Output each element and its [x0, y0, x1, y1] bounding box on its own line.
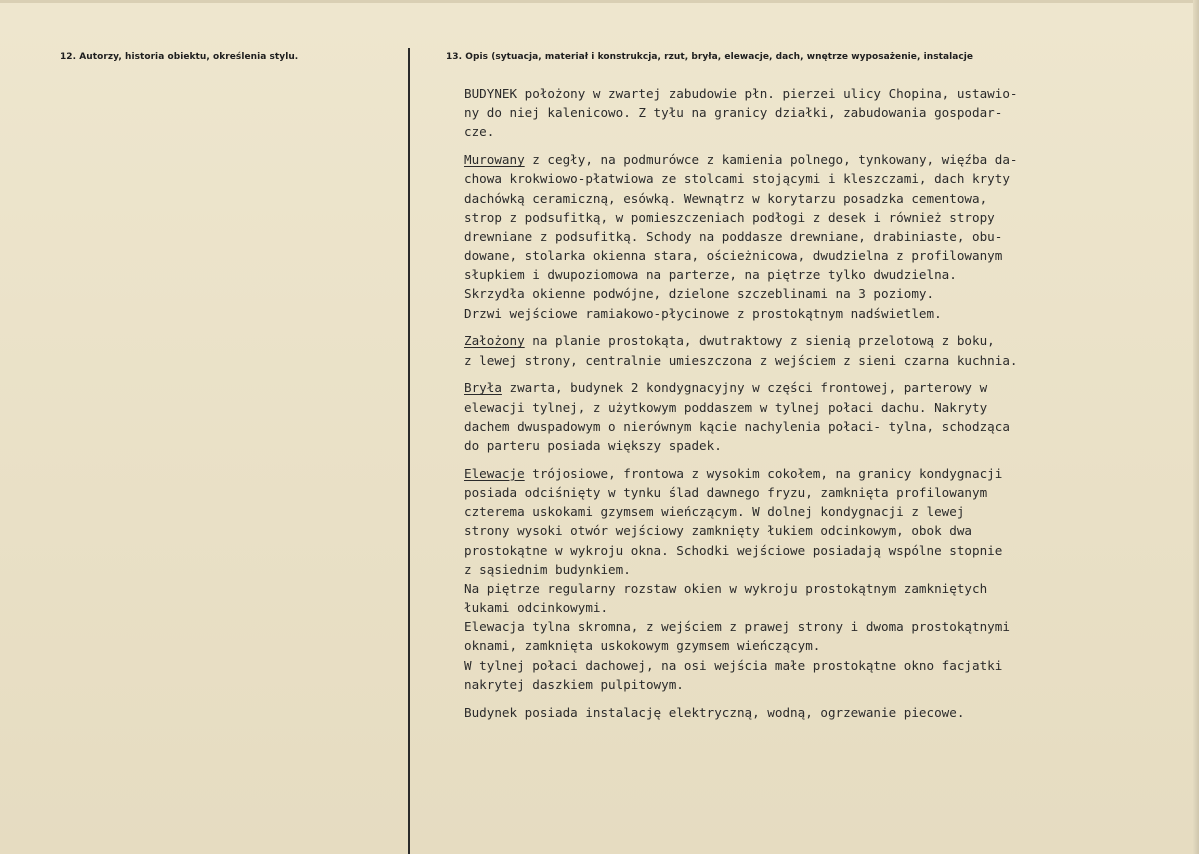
line-text: cze.: [464, 124, 495, 140]
line-text: elewacji tylnej, z użytkowym poddaszem w tylnej połaci dachu. Nakryty: [464, 399, 988, 415]
text-line: [464, 265, 1184, 284]
line-text: z sąsiednim budynkiem.: [464, 561, 631, 577]
line-text: strop z podsufitką, w pomieszczeniach podłogi z desek i również stropy: [464, 209, 995, 225]
line-text: czterema uskokami gzymsem wieńczącym. W dolnej kondygnacji z lewej: [464, 504, 965, 520]
text-line: [464, 483, 1184, 502]
line-text: dowane, stolarka okienna stara, ościeżnicowa, dwudzielna z profilowanym: [464, 248, 1003, 264]
text-line: [464, 598, 1184, 617]
text-line: [464, 617, 1184, 636]
line-text: trójosiowe, frontowa z wysokim cokołem, na granicy kondygnacji: [524, 465, 1003, 481]
text-line: [464, 284, 1184, 303]
text-line: [464, 560, 1184, 579]
text-line: [464, 521, 1184, 540]
line-text: dachem dwuspadowym o nierównym kącie nachylenia połaci- tylna, schodząca: [464, 418, 1010, 434]
line-text: W tylnej połaci dachowej, na osi wejścia małe prostokątne okno facjatki: [464, 657, 1003, 673]
line-text: BUDYNEK położony w zwartej zabudowie płn. pierzei ulicy Chopina, ustawio-: [464, 86, 1018, 101]
text-line: [464, 189, 1184, 208]
line-text: na planie prostokąta, dwutraktowy z sienią przelotową z boku,: [524, 333, 995, 349]
line-text: nakrytej daszkiem pulpitowym.: [464, 676, 684, 692]
paragraph: [464, 150, 1184, 323]
text-line: [464, 122, 1184, 141]
line-text: dachówką ceramiczną, esówką. Wewnątrz w korytarzu posadzka cementowa,: [464, 190, 988, 206]
line-text: prostokątne w wykroju okna. Schodki wejściowe posiadają wspólne stopnie: [464, 542, 1003, 558]
line-text: strony wysoki otwór wejściowy zamknięty łukiem odcinkowym, obok dwa: [464, 523, 972, 539]
text-line: [464, 331, 1184, 350]
underlined-keyword: Założony: [464, 333, 525, 349]
line-text: Na piętrze regularny rozstaw okien w wykroju prostokątnym zamkniętych: [464, 580, 988, 596]
text-line: [464, 436, 1184, 455]
text-line: [464, 703, 1184, 722]
underlined-keyword: Bryła: [464, 380, 502, 396]
text-line: [464, 579, 1184, 598]
text-line: [464, 378, 1184, 397]
text-line: [464, 675, 1184, 694]
section-12-header: 12. Autorzy, historia obiektu, określenia stylu.: [60, 52, 299, 62]
line-text: łukami odcinkowymi.: [464, 600, 609, 616]
line-text: Elewacja tylna skromna, z wejściem z prawej strony i dwoma prostokątnymi: [464, 619, 1010, 635]
line-text: Budynek posiada instalację elektryczną, wodną, ogrzewanie piecowe.: [464, 704, 965, 720]
text-line: [464, 246, 1184, 265]
underlined-keyword: Murowany: [464, 152, 525, 168]
section-13-header: 13. Opis (sytuacja, materiał i konstrukcja, rzut, bryła, elewacje, dach, wnętrze wyposażenie, instalacje: [446, 52, 974, 62]
line-text: posiada odciśnięty w tynku ślad dawnego fryzu, zamknięta profilowanym: [464, 484, 988, 500]
text-line: [464, 351, 1184, 370]
paper-top-edge: [0, 0, 1199, 3]
underlined-keyword: Elewacje: [464, 465, 525, 481]
line-text: słupkiem i dwupoziomowa na parterze, na piętrze tylko dwudzielna.: [464, 267, 957, 283]
text-line: [464, 227, 1184, 246]
line-text: z cegły, na podmurówce z kamienia polnego, tynkowany, więźba da-: [524, 152, 1018, 168]
line-text: drewniane z podsufitką. Schody na poddasze drewniane, drabiniaste, obu-: [464, 228, 1003, 244]
text-line: [464, 208, 1184, 227]
line-text: oknami, zamknięta uskokowym gzymsem wieńczącym.: [464, 638, 821, 654]
line-text: zwarta, budynek 2 kondygnacyjny w części frontowej, parterowy w: [501, 380, 988, 396]
text-line: [464, 398, 1184, 417]
text-line: [464, 541, 1184, 560]
line-text: Skrzydła okienne podwójne, dzielone szczeblinami na 3 poziomy.: [464, 286, 935, 302]
text-line: [464, 169, 1184, 188]
text-line: [464, 464, 1184, 483]
paragraph: [464, 331, 1184, 369]
paragraph: [464, 464, 1184, 694]
line-text: z lewej strony, centralnie umieszczona z wejściem z sieni czarna kuchnia.: [464, 352, 1018, 368]
text-line: [464, 502, 1184, 521]
paragraph: [464, 703, 1184, 722]
line-text: ny do niej kalenicowo. Z tyłu na granicy działki, zabudowania gospodar-: [464, 105, 1003, 121]
text-line: [464, 150, 1184, 169]
paragraph: [464, 378, 1184, 455]
paragraph: [464, 84, 1184, 142]
line-text: do parteru posiada większy spadek.: [464, 437, 722, 453]
column-divider: [408, 48, 410, 854]
text-line: [464, 84, 1184, 103]
text-line: [464, 656, 1184, 675]
line-text: Drzwi wejściowe ramiakowo-płycinowe z prostokątnym nadświetlem.: [464, 305, 942, 321]
text-line: [464, 417, 1184, 436]
description-text: [464, 84, 1184, 730]
text-line: [464, 304, 1184, 323]
text-line: [464, 103, 1184, 122]
paper-right-edge: [1193, 0, 1199, 854]
text-line: [464, 636, 1184, 655]
line-text: chowa krokwiowo-płatwiowa ze stolcami stojącymi i kleszczami, dach kryty: [464, 171, 1010, 187]
